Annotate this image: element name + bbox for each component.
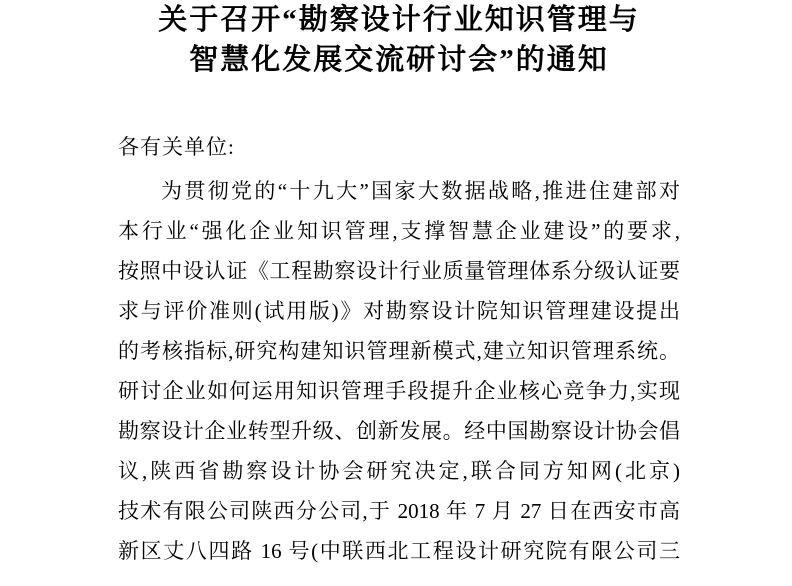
body-line: 技术有限公司陕西分公司,于 2018 年 7 月 27 日在西安市高	[118, 499, 680, 523]
document-title	[118, 0, 680, 80]
title-line-2: 智慧化发展交流研讨会”的通知	[189, 44, 609, 76]
body-line: 议,陕西省勘察设计协会研究决定,联合同方知网(北京)	[118, 459, 680, 483]
body-line: 为贯彻党的“十九大”国家大数据战略,推进住建部对	[161, 179, 680, 203]
salutation: 各有关单位:	[118, 135, 235, 159]
body-paragraph	[118, 171, 680, 571]
body-line: 勘察设计企业转型升级、创新发展。经中国勘察设计协会倡	[118, 419, 680, 443]
body-line: 的考核指标,研究构建知识管理新模式,建立知识管理系统。	[118, 339, 680, 363]
body-line: 本行业“强化企业知识管理,支撑智慧企业建设”的要求,	[118, 219, 680, 243]
body-line: 按照中设认证《工程勘察设计行业质量管理体系分级认证要	[118, 259, 680, 283]
title-line-1: 关于召开“勘察设计行业知识管理与	[158, 4, 640, 36]
body-line: 研讨企业如何运用知识管理手段提升企业核心竞争力,实现	[118, 379, 680, 403]
body-line: 新区丈八四路 16 号(中联西北工程设计研究院有限公司三	[118, 539, 680, 563]
body-line: 求与评价准则(试用版)》对勘察设计院知识管理建设提出	[118, 299, 680, 323]
